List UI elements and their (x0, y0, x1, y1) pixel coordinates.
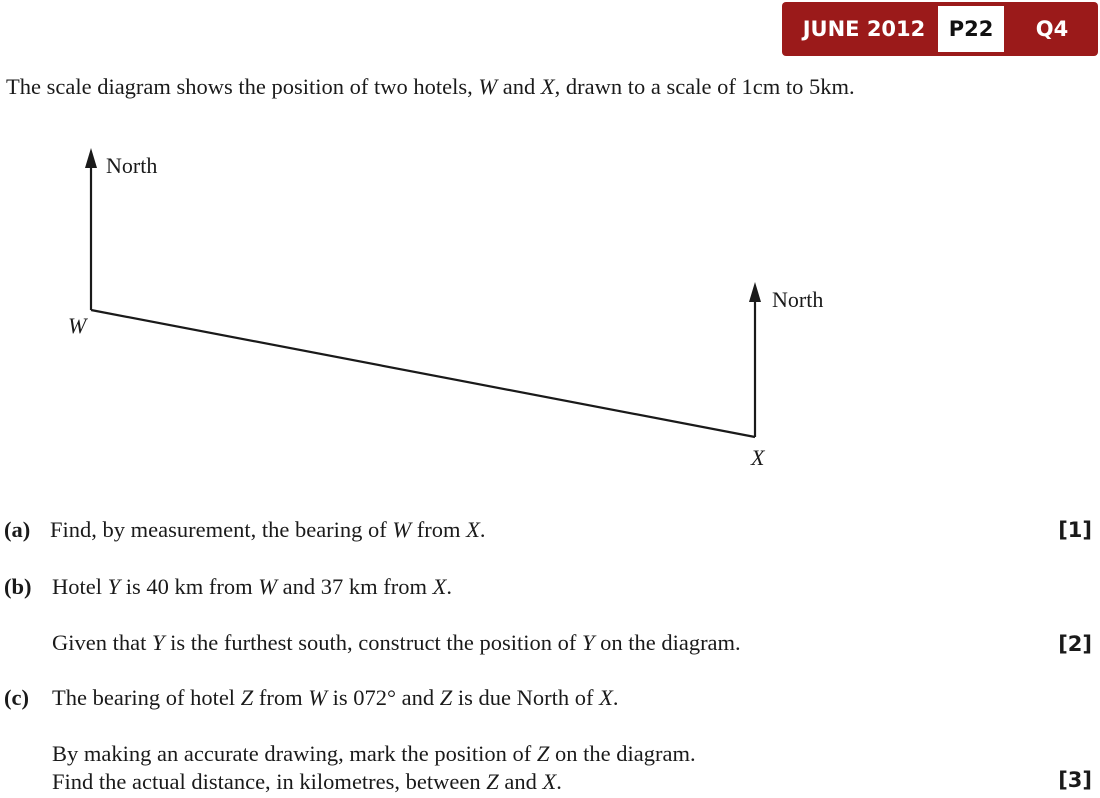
part-b-line2: Given that Y is the furthest south, construct the position of Y on the diagram. (52, 630, 741, 655)
question-number-label: Q4 (1035, 17, 1069, 41)
part-c-line3: Find the actual distance, in kilometres, between Z and X. (52, 769, 562, 794)
north-arrowhead-x (749, 282, 761, 302)
north-label-w: North (106, 153, 158, 178)
question-intro: The scale diagram shows the position of two hotels, W and X, drawn to a scale of 1cm to 5km. (6, 74, 855, 99)
paper-number-label: P22 (938, 6, 1004, 52)
part-b-line1: Hotel Y is 40 km from W and 37 km from X. (52, 574, 452, 599)
part-a-label: (a) (4, 517, 31, 542)
north-label-x: North (772, 287, 824, 312)
part-c-line2: By making an accurate drawing, mark the position of Z on the diagram. (52, 741, 696, 766)
line-w-to-x (91, 310, 755, 437)
part-a-marks: [1] (1058, 518, 1092, 542)
part-c-marks: [3] (1058, 768, 1092, 792)
exam-session-label: JUNE 2012 (802, 17, 926, 41)
part-b-marks: [2] (1058, 632, 1092, 656)
point-label-x: X (751, 445, 765, 470)
point-label-w: W (68, 313, 87, 338)
part-c-line1: The bearing of hotel Z from W is 072° and Z is due North of X. (52, 685, 619, 710)
north-arrowhead-w (85, 148, 97, 168)
part-b-label: (b) (4, 574, 32, 599)
part-c-label: (c) (4, 685, 29, 710)
part-a-text: Find, by measurement, the bearing of W from X. (50, 517, 486, 542)
